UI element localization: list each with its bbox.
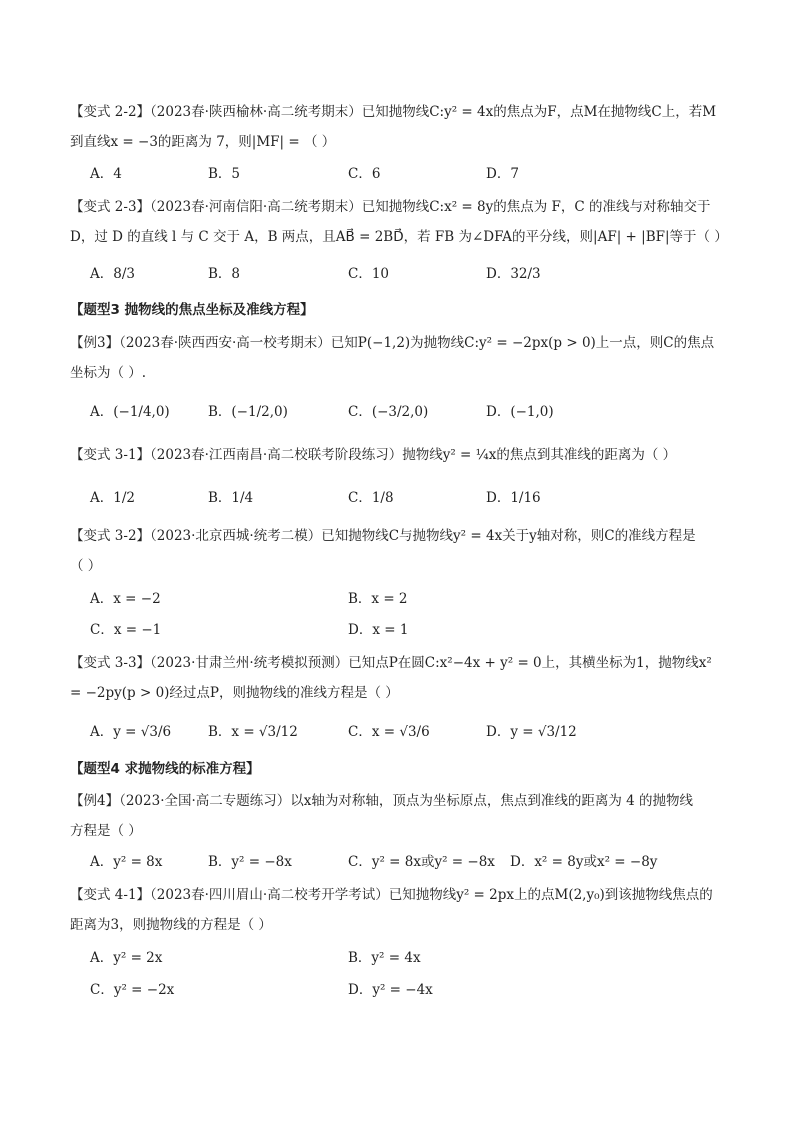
option-a: A．y = √3/6 — [90, 724, 172, 740]
option-b: B．y² = 4x — [348, 950, 421, 966]
option-d: D．32/3 — [486, 266, 541, 282]
option-d: D．(−1,0) — [486, 404, 554, 420]
question-text: 【例4】（2023·全国·高二专题练习）以x轴为对称轴，顶点为坐标原点，焦点到准线的距离为 4 的抛物线 — [70, 793, 694, 809]
question-text: 【变式 3-2】（2023·北京西城·统考二模）已知抛物线C与抛物线y² = 4x关于y轴对称，则C的准线方程是 — [70, 528, 696, 544]
option-b: B．1/4 — [208, 490, 254, 506]
question-text: 坐标为（ ）. — [70, 365, 147, 381]
option-d: D．x² = 8y或x² = −8y — [510, 854, 658, 870]
option-d: D．y = √3/12 — [486, 724, 577, 740]
question-text: 【变式 2-2】（2023春·陕西榆林·高二统考期末）已知抛物线C:y² = 4x的焦点为F，点M在抛物线C上，若M — [70, 104, 717, 120]
option-a: A．(−1/4,0) — [90, 404, 170, 420]
question-text: 距离为3，则抛物线的方程是（ ） — [70, 917, 272, 933]
option-a: A．y² = 2x — [90, 950, 163, 966]
question-text: 方程是（ ） — [70, 823, 142, 839]
question-text: 【变式 4-1】（2023春·四川眉山·高二校考开学考试）已知抛物线y² = 2px上的点M(2,y₀)到该抛物线焦点的 — [70, 887, 713, 903]
option-d: D．x = 1 — [348, 622, 409, 638]
option-a: A．8/3 — [90, 266, 135, 282]
option-a: A．4 — [90, 166, 122, 182]
option-c: C．x = −1 — [90, 622, 162, 638]
section-heading: 【题型4 求抛物线的标准方程】 — [70, 761, 260, 777]
option-a: A．1/2 — [90, 490, 135, 506]
question-text: 【变式 3-1】（2023春·江西南昌·高二校联考阶段练习）抛物线y² = ¼x的焦点到其准线的距离为（ ） — [70, 447, 677, 463]
option-b: B．x = 2 — [348, 591, 408, 607]
option-c: C．(−3/2,0) — [348, 404, 429, 420]
question-text: 【例3】（2023春·陕西西安·高一校考期末）已知P(−1,2)为抛物线C:y² = −2px(p > 0)上一点，则C的焦点 — [70, 335, 715, 351]
section-heading: 【题型3 抛物线的焦点坐标及准线方程】 — [70, 302, 314, 318]
option-c: C．6 — [348, 166, 381, 182]
option-d: D．7 — [486, 166, 519, 182]
option-c: C．1/8 — [348, 490, 394, 506]
option-b: B．x = √3/12 — [208, 724, 298, 740]
option-a: A．x = −2 — [90, 591, 161, 607]
option-b: B．8 — [208, 266, 241, 282]
option-c: C．y² = −2x — [90, 982, 175, 998]
question-text: 【变式 3-3】（2023·甘肃兰州·统考模拟预测）已知点P在圆C:x²−4x + y² = 0上，其横坐标为1，抛物线x² — [70, 655, 712, 671]
option-b: B．y² = −8x — [208, 854, 292, 870]
option-a: A．y² = 8x — [90, 854, 163, 870]
question-text: = −2py(p > 0)经过点P，则抛物线的准线方程是（ ） — [70, 685, 399, 701]
option-b: B．5 — [208, 166, 241, 182]
option-c: C．x = √3/6 — [348, 724, 430, 740]
option-c: C．10 — [348, 266, 390, 282]
option-b: B．(−1/2,0) — [208, 404, 288, 420]
question-text: （ ） — [70, 558, 102, 574]
option-d: D．y² = −4x — [348, 982, 433, 998]
question-text: 【变式 2-3】（2023春·河南信阳·高二统考期末）已知抛物线C:x² = 8y的焦点为 F，C 的准线与对称轴交于 — [70, 199, 711, 215]
option-d: D．1/16 — [486, 490, 541, 506]
question-text: D，过 D 的直线 l 与 C 交于 A，B 两点，且AB⃗ = 2BD⃗，若 FB 为∠DFA的平分线，则|AF| + |BF|等于（ ） — [70, 229, 728, 245]
option-c: C．y² = 8x或y² = −8x — [348, 854, 495, 870]
question-text: 到直线x = −3的距离为 7，则|MF| = （ ） — [70, 134, 336, 150]
